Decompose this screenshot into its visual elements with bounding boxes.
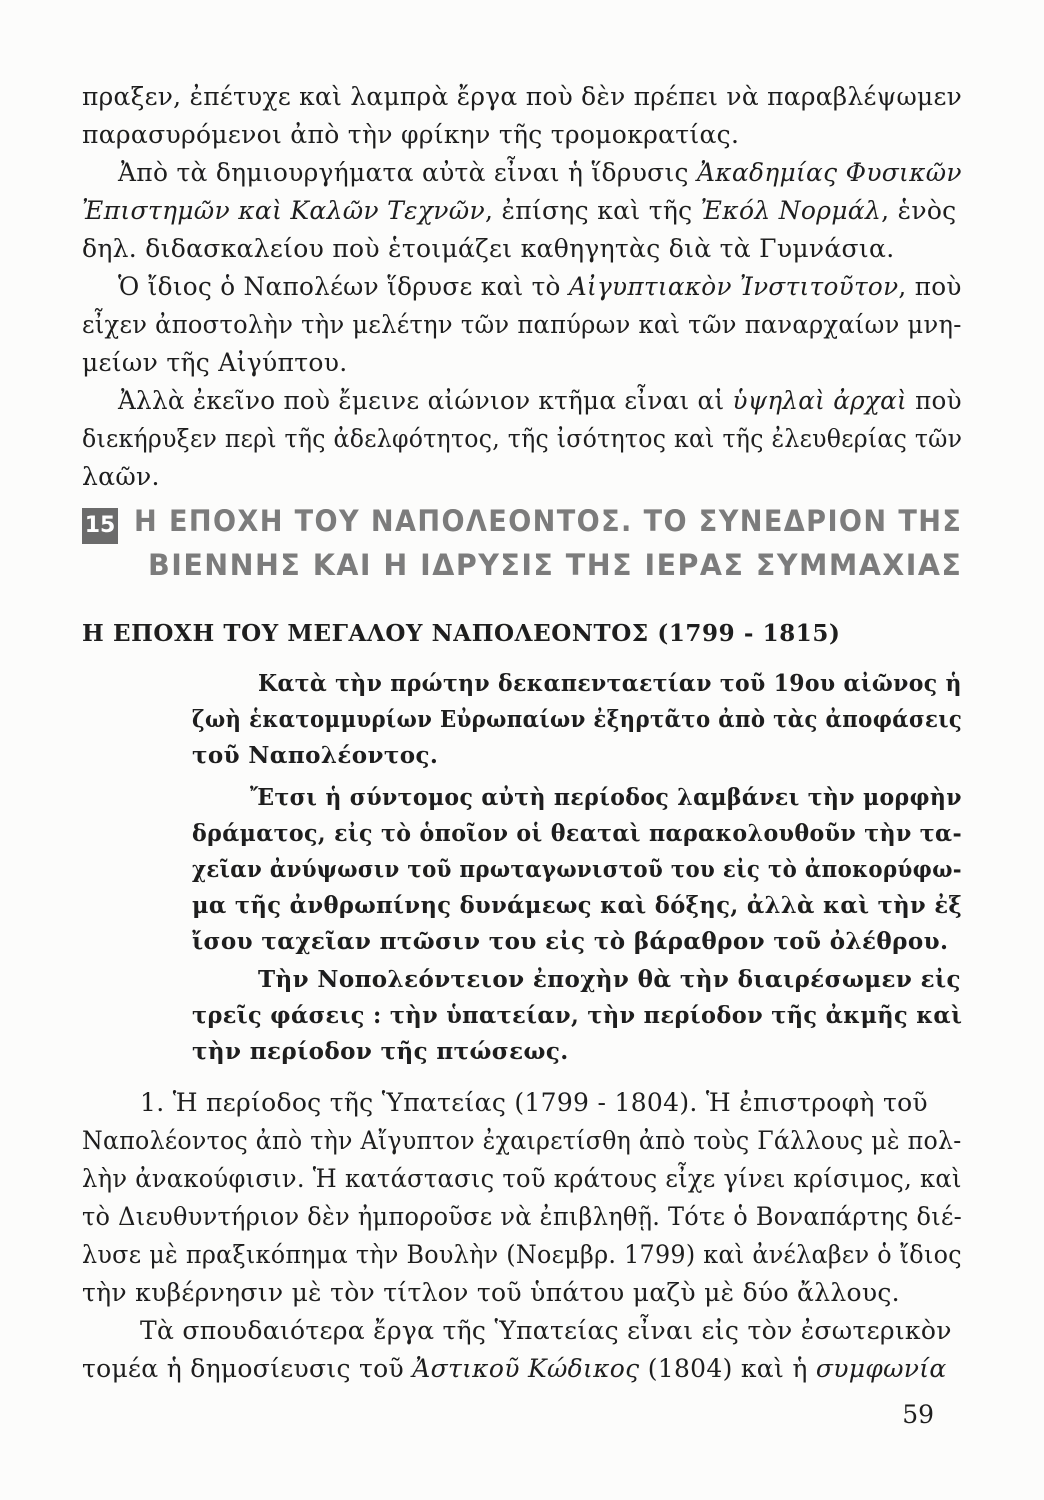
section-title-line-1: Η ΕΠΟΧΗ ΤΟΥ ΝΑΠΟΛΕΟΝΤΟΣ. ΤΟ ΣΥΝΕΔΡΙΟΝ ΤΗΣ (134, 504, 963, 538)
section-title-line-2: ΒΙΕΝΝΗΣ ΚΑΙ Η ΙΔΡΥΣΙΣ ΤΗΣ ΙΕΡΑΣ ΣΥΜΜΑΧΙΑΣ (148, 548, 963, 582)
principles-line-1-end: ποὺ (906, 386, 962, 415)
academies-line-1-italic: Ἀκαδημίας Φυσικῶν (696, 158, 962, 187)
principles-line-3: λαῶν. (82, 462, 160, 491)
intro-line-2: παρασυρόμενοι ἀπὸ τὴν φρίκην τῆς τρομοκρατίας. (82, 120, 740, 149)
institute-line-1 (118, 270, 962, 304)
institute-line-1-italic: Αἰγυπτιακὸν Ἰνστιτοῦτον (568, 272, 899, 301)
intro-line-1: πραξεν, ἐπέτυχε καὶ λαμπρὰ ἔργα ποὺ δὲν πρέπει νὰ παραβλέψωμεν (82, 82, 963, 111)
summary-para2-line-1: Ἔτσι ἡ σύντομος αὐτὴ περίοδος λαμβάνει τὴν μορφὴν (250, 784, 962, 811)
principles-line-2: διεκήρυξεν περὶ τῆς ἀδελφότητος, τῆς ἰσότητος καὶ τῆς ἐλευθερίας τῶν (82, 424, 963, 453)
consulate-line-3: λὴν ἀνακούφισιν. Ἡ κατάστασις τοῦ κράτους εἶχε γίνει κρίσιμος, καὶ (82, 1164, 962, 1193)
institute-line-1-end: , ποὺ (898, 272, 962, 301)
final-line-2-italic: Ἀστικοῦ Κώδικος (412, 1354, 640, 1383)
academies-line-2-italic-2: Ἐκόλ Νορμάλ (700, 196, 882, 225)
page-number: 59 (902, 1400, 934, 1429)
academies-line-1 (118, 156, 962, 190)
principles-line-1 (118, 384, 962, 418)
summary-para3-line-1: Τὴν Νοπολεόντειον ἐποχὴν θὰ τὴν διαιρέσωμεν εἰς (258, 966, 961, 993)
principles-line-1-text: Ἀλλὰ ἐκεῖνο ποὺ ἔμεινε αἰώνιον κτῆμα εἶναι αἱ (118, 386, 733, 415)
summary-para2-line-4: μα τῆς ἀνθρωπίνης δυνάμεως καὶ δόξης, ἀλλὰ καὶ τὴν ἐξ (192, 892, 963, 919)
institute-line-1-text: Ὁ ἴδιος ὁ Ναπολέων ἵδρυσε καὶ τὸ (118, 272, 569, 301)
final-line-2 (82, 1352, 947, 1386)
academies-line-2-end: , ἑνὸς (881, 196, 957, 225)
summary-para1-line-1: Κατὰ τὴν πρώτην δεκαπενταετίαν τοῦ 19ου αἰῶνος ἡ (258, 670, 962, 697)
consulate-line-1: 1. Ἡ περίοδος τῆς Ὑπατείας (1799 - 1804). Ἡ ἐπιστροφὴ τοῦ (140, 1088, 928, 1117)
consulate-line-6: τὴν κυβέρνησιν μὲ τὸν τίτλον τοῦ ὑπάτου μαζὺ μὲ δύο ἄλλους. (82, 1278, 900, 1307)
summary-para3-line-2: τρεῖς φάσεις : τὴν ὑπατείαν, τὴν περίοδον τῆς ἀκμῆς καὶ (192, 1002, 963, 1029)
institute-line-3: μείων τῆς Αἰγύπτου. (82, 348, 348, 377)
academies-line-2-italic: Ἐπιστημῶν καὶ Καλῶν Τεχνῶν (82, 196, 485, 225)
section-number-badge: 15 (82, 508, 118, 544)
academies-line-2 (82, 194, 957, 228)
summary-para2-line-2: δράματος, εἰς τὸ ὁποῖον οἱ θεαταὶ παρακολουθοῦν τὴν τα- (192, 820, 963, 847)
final-line-2-text: τομέα ἡ δημοσίευσις τοῦ (82, 1354, 413, 1383)
consulate-line-4: τὸ Διευθυντήριον δὲν ἠμποροῦσε νὰ ἐπιβληθῇ. Τότε ὁ Βοναπάρτης διέ- (82, 1202, 963, 1231)
summary-para2-line-5: ἴσου ταχεῖαν πτῶσιν του εἰς τὸ βάραθρον τοῦ ὀλέθρου. (192, 928, 949, 955)
final-line-2-mid: (1804) καὶ ἡ (639, 1354, 816, 1383)
academies-line-2-text: , ἐπίσης καὶ τῆς (485, 196, 701, 225)
summary-para1-line-2: ζωὴ ἑκατομμυρίων Εὐρωπαίων ἐξηρτᾶτο ἀπὸ τὰς ἀποφάσεις (192, 706, 963, 733)
subsection-title: Η ΕΠΟΧΗ ΤΟΥ ΜΕΓΑΛΟΥ ΝΑΠΟΛΕΟΝΤΟΣ (1799 - 1815) (82, 620, 841, 647)
summary-para1-line-3: τοῦ Ναπολέοντος. (192, 742, 439, 769)
summary-para2-line-3: χεῖαν ἀνύψωσιν τοῦ πρωταγωνιστοῦ του εἰς τὸ ἀποκορύφω- (192, 856, 962, 883)
consulate-line-5: λυσε μὲ πραξικόπημα τὴν Βουλὴν (Νοεμβρ. 1799) καὶ ἀνέλαβεν ὁ ἴδιος (82, 1240, 962, 1269)
final-line-1: Τὰ σπουδαιότερα ἔργα τῆς Ὑπατείας εἶναι εἰς τὸν ἐσωτερικὸν (140, 1316, 952, 1345)
consulate-line-2: Ναπολέοντος ἀπὸ τὴν Αἴγυπτον ἐχαιρετίσθη ἀπὸ τοὺς Γάλλους μὲ πολ- (82, 1126, 962, 1155)
final-line-2-italic-2: συμφωνία (815, 1354, 947, 1383)
institute-line-2: εἶχεν ἀποστολὴν τὴν μελέτην τῶν παπύρων καὶ τῶν παναρχαίων μνη- (82, 310, 962, 339)
academies-line-3: δηλ. διδασκαλείου ποὺ ἑτοιμάζει καθηγητὰς διὰ τὰ Γυμνάσια. (82, 234, 895, 263)
principles-line-1-italic: ὑψηλαὶ ἀρχαὶ (732, 386, 907, 415)
academies-line-1-text: Ἀπὸ τὰ δημιουργήματα αὐτὰ εἶναι ἡ ἵδρυσις (118, 158, 697, 187)
summary-para3-line-3: τὴν περίοδον τῆς πτώσεως. (192, 1038, 569, 1065)
